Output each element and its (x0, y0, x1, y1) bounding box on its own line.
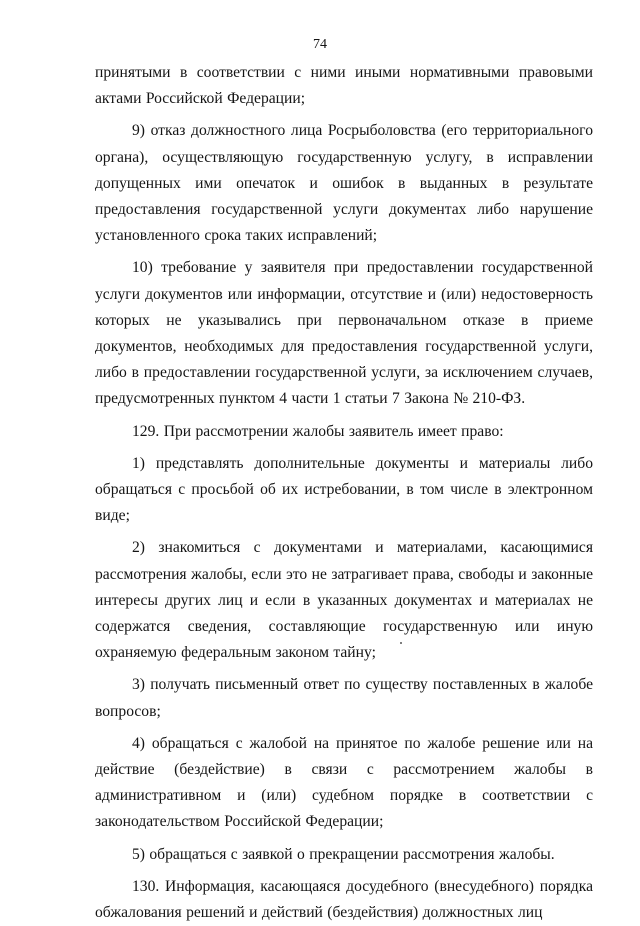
document-body (95, 60, 593, 926)
scan-speck (400, 642, 402, 644)
page-number: 74 (313, 37, 327, 52)
paragraph-item-10: 10) требование у заявителя при предоставлении государственной услуги документов или информации, отсутствие и (или) недостоверность которых не указывались при первоначальном отказе в приеме документов, необходимых для предоставления государственной услуги, либо в предоставлении государственной услуги, за исключением случаев, предусмотренных пунктом 4 части 1 статьи 7 Закона № 210-ФЗ. (95, 259, 593, 408)
paragraph-right-4: 4) обращаться с жалобой на принятое по жалобе решение или на действие (бездействие) в связи с рассмотрением жалобы в административном и (или) судебном порядке в соответствии с законодательством Российской Федерации; (95, 734, 593, 831)
paragraph-section-129: 129. При рассмотрении жалобы заявитель имеет право: (132, 422, 504, 440)
paragraph-right-1: 1) представлять дополнительные документы и материалы либо обращаться с просьбой об их истребовании, в том числе в электронном виде; (95, 454, 593, 525)
paragraph-right-5: 5) обращаться с заявкой о прекращении рассмотрения жалобы. (132, 845, 555, 863)
paragraph-section-130: 130. Информация, касающаяся досудебного (внесудебного) порядка обжалования решений и действий (бездействия) должностных лиц (95, 877, 593, 922)
paragraph-right-3: 3) получать письменный ответ по существу поставленных в жалобе вопросов; (95, 676, 593, 720)
paragraph-right-2: 2) знакомиться с документами и материалами, касающимися рассмотрения жалобы, если это не затрагивает права, свободы и законные интересы других лиц и если в указанных документах и материалах не содержатся сведения, составляющие государственную или иную охраняемую федеральным законом тайну; (95, 539, 593, 662)
paragraph-continuation: принятыми в соответствии с ними иными нормативными правовыми актами Российской Федерации; (95, 64, 593, 108)
paragraph-item-9: 9) отказ должностного лица Росрыболовства (его территориального органа), осуществляющую государственную услугу, в исправлении допущенных ими опечаток и ошибок в выданных в результате предоставления государственной услуги документах либо нарушение установленного срока таких исправлений; (95, 122, 593, 245)
